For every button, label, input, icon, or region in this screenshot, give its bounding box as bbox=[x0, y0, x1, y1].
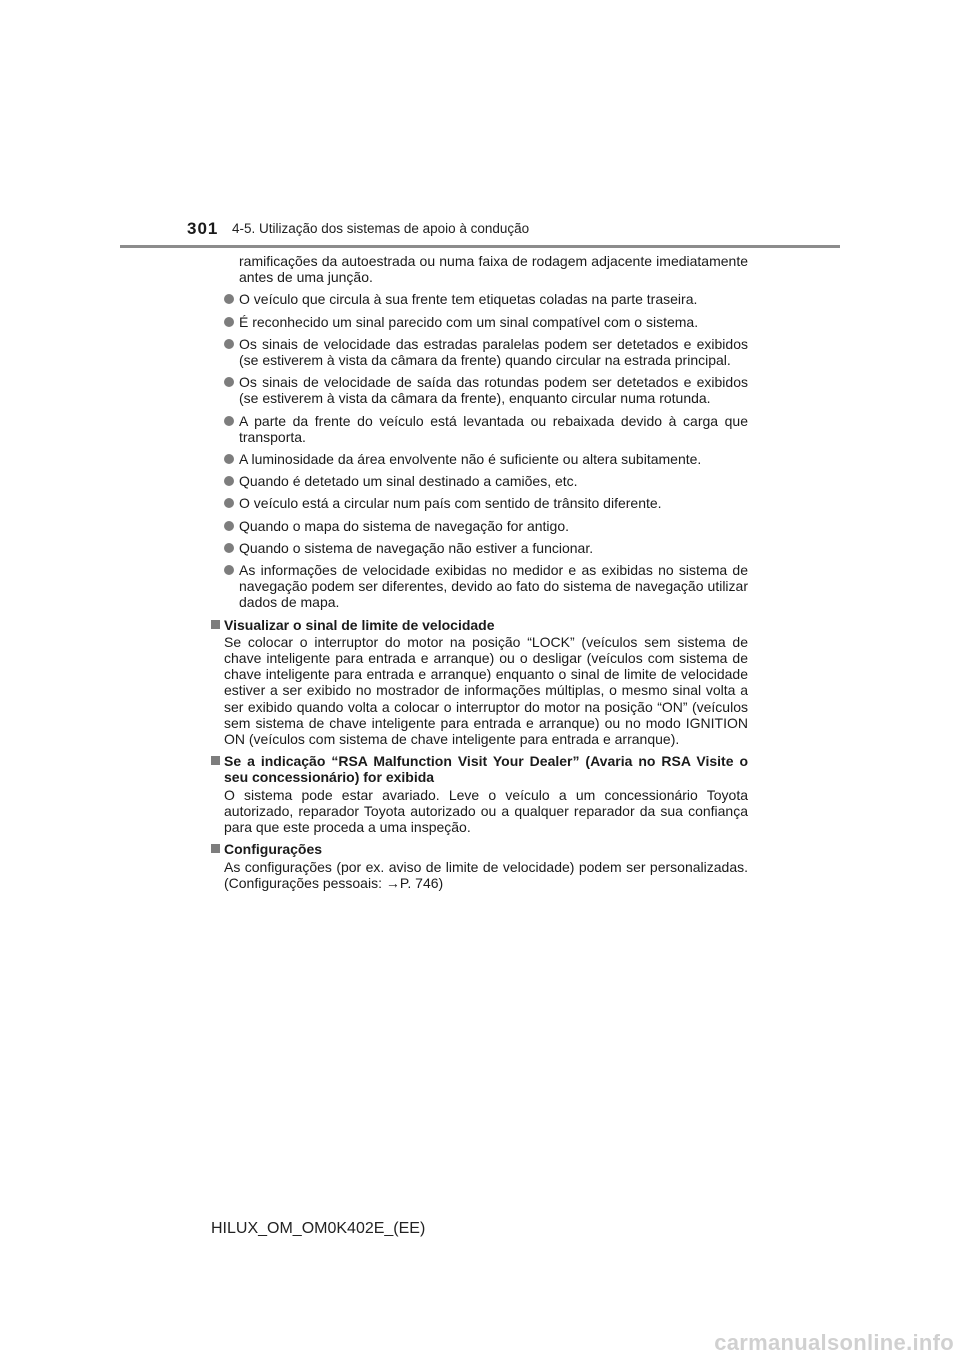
section-title: 4-5. Utilização dos sistemas de apoio à condução bbox=[232, 221, 530, 236]
bullet-dot-icon bbox=[224, 454, 234, 464]
section-rsa-malfunction bbox=[210, 753, 748, 835]
watermark: carmanualsonline.info bbox=[714, 1330, 954, 1355]
square-bullet-icon bbox=[211, 620, 220, 629]
bullet-dot-icon bbox=[224, 521, 234, 531]
square-bullet-icon bbox=[211, 844, 220, 853]
bullet-dot-icon bbox=[224, 377, 234, 387]
square-bullet-icon bbox=[211, 756, 220, 765]
bullet-text: Os sinais de velocidade de saída das rotundas podem ser detetados e exibidos (se estiverem à vista da câmara da frente), enquanto circular numa rotunda. bbox=[239, 374, 748, 407]
section-heading bbox=[210, 753, 748, 785]
section-heading-text: Visualizar o sinal de limite de velocidade bbox=[224, 616, 495, 633]
bullet-text: Os sinais de velocidade das estradas paralelas podem ser detetados e exibidos (se estiverem à vista da câmara da frente) quando circular na estrada principal. bbox=[239, 335, 748, 369]
bullet-text: O veículo está a circular num país com sentido de trânsito diferente. bbox=[239, 495, 662, 512]
header-divider bbox=[120, 245, 840, 248]
bullet-dot-icon bbox=[224, 339, 234, 349]
page-number: 301 bbox=[187, 219, 219, 238]
bullet-item bbox=[210, 374, 748, 406]
bullet-item bbox=[210, 518, 748, 534]
bullet-item bbox=[210, 495, 748, 511]
bullet-text: É reconhecido um sinal parecido com um sinal compatível com o sistema. bbox=[239, 313, 699, 330]
bullet-dot-icon bbox=[224, 543, 234, 553]
bullet-item bbox=[210, 562, 748, 611]
bullet-dot-icon bbox=[224, 498, 234, 508]
bullet-item bbox=[210, 473, 748, 489]
section-body: As configurações (por ex. aviso de limite de velocidade) podem ser personalizadas. (Configurações pessoais: →P. 746) bbox=[224, 858, 748, 891]
section-heading-text: Se a indicação “RSA Malfunction Visit Your Dealer” (Avaria no RSA Visite o seu concessionário) for exibida bbox=[224, 753, 748, 786]
bullet-item bbox=[210, 291, 748, 307]
bullet-text: A parte da frente do veículo está levantada ou rebaixada devido à carga que transporta. bbox=[239, 412, 748, 445]
section-heading-text: Configurações bbox=[224, 841, 323, 858]
bullet-text: O veículo que circula à sua frente tem etiquetas coladas na parte traseira. bbox=[239, 291, 698, 308]
bullet-item bbox=[210, 314, 748, 330]
section-heading bbox=[210, 841, 748, 857]
section-heading bbox=[210, 617, 748, 633]
bullet-dot-icon bbox=[224, 476, 234, 486]
bullet-dot-icon bbox=[224, 294, 234, 304]
bullet-list bbox=[210, 291, 748, 610]
bullet-text: A luminosidade da área envolvente não é suficiente ou altera subitamente. bbox=[239, 451, 702, 468]
page-content bbox=[210, 253, 748, 897]
section-speed-sign-display bbox=[210, 617, 748, 748]
document-code: HILUX_OM_OM0K402E_(EE) bbox=[211, 1220, 426, 1237]
bullet-dot-icon bbox=[224, 416, 234, 426]
bullet-dot-icon bbox=[224, 565, 234, 575]
bullet-item bbox=[210, 336, 748, 368]
bullet-dot-icon bbox=[224, 317, 234, 327]
section-body: O sistema pode estar avariado. Leve o veículo a um concessionário Toyota autorizado, reparador Toyota autorizado ou a qualquer reparador da sua confiança para que este proceda a uma inspeção. bbox=[224, 786, 748, 836]
bullet-text: As informações de velocidade exibidas no medidor e as exibidas no sistema de navegação podem ser diferentes, devido ao fato do sistema de navegação utilizar dados de mapa. bbox=[239, 562, 748, 611]
continued-paragraph: ramificações da autoestrada ou numa faixa de rodagem adjacente imediatamente antes de uma junção. bbox=[239, 253, 748, 286]
bullet-item bbox=[210, 540, 748, 556]
bullet-item bbox=[210, 413, 748, 445]
bullet-text: Quando o mapa do sistema de navegação for antigo. bbox=[239, 517, 569, 534]
section-body: Se colocar o interruptor do motor na posição “LOCK” (veículos sem sistema de chave inteligente para entrada e arranque) ou o desligar (veículos com sistema de chave inteligente para entrada e arranque) enquanto o sinal de limite de velocidade estiver a ser exibido no mostrador de informações múltiplas, o mesmo sinal volta a ser exibido quando volta a colocar o interruptor do motor na posição “ON” (veículos sem sistema de chave inteligente para entrada e arranque) ou no modo IGNITION ON (veículos com sistema de chave inteligente para entrada e arranque). bbox=[224, 633, 748, 748]
bullet-item bbox=[210, 451, 748, 467]
bullet-text: Quando o sistema de navegação não estiver a funcionar. bbox=[239, 539, 594, 556]
bullet-text: Quando é detetado um sinal destinado a camiões, etc. bbox=[239, 473, 578, 490]
section-settings bbox=[210, 841, 748, 891]
